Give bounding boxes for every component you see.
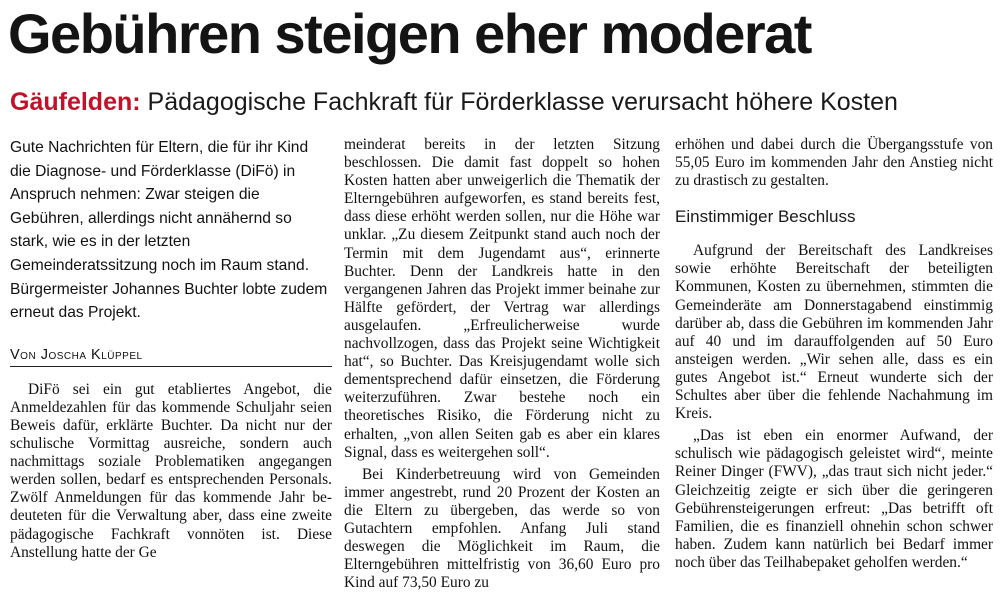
article-column-1: [10, 136, 332, 562]
body-paragraph: erhöhen und dabei durch die Übergangsstufe von 55,05 Euro im kommenden Jahr den Anstieg nicht zu drastisch zu gestalten.: [675, 136, 993, 190]
section-heading: Einstimmiger Beschluss: [675, 207, 856, 227]
body-paragraph: meinderat bereits in der letzten Sitzung beschlossen. Die damit fast doppelt so hohen Kosten hatten aber unweigerlich die Thematik der Elterngebühren aufgeworfen, es stand bereits fest, dass diese erhöht werden sollen, nur die Höhe war unklar. „Zu diesem Zeitpunkt stand auch noch der Termin mit dem Jugendamt aus“, erinnerte Buchter. Denn der Landkreis hatte in den vergangenen Jahren das Projekt immer beinahe zur Hälfte gefördert, der Vertrag war allerdings ausgelaufen. „Erfreulicherweise wurde nachvollzogen, dass das Projekt seine Wichtigkeit hat“, so Buchter. Das Kreisjugendamt wolle sich dementsprechend dafür einsetzen, die Förderung weiterzuführen. Zwar bestehe noch ein theoretisches Risiko, die Förderung nicht zu erhalten, „von allen Seiten gab es aber ein klares Signal, dass es weitergehen soll“.: [344, 136, 660, 461]
body-paragraph: „Das ist eben ein enormer Aufwand, der schulisch wie pädagogisch geleistet wird“, meinte Reiner Dinger (FWV), „das traut sich nicht jeder.“ Gleichzeitig zeigte er sich über die geringeren Gebührensteigerungen erfreut: „Das betrifft oft Familien, die es finanziell ohnehin schon schwer haben. Zudem kann natürlich bei Bedarf immer noch über das Teilhabepaket geholfen werden.“: [675, 427, 993, 571]
headline: Gebühren steigen eher moderat: [8, 2, 811, 65]
article-column-2: [344, 136, 660, 592]
lead-paragraph: Gute Nachrichten für Eltern, die für ihr Kind die Diagnose- und Förderklasse (DiFö) in Anspruch nehmen: Zwar steigen die Gebühren, allerdings nicht annähernd so stark, wie es in der letzten Gemeinderatssitzung noch im Raum stand. Bürgermeister Johannes Buchter lobte zudem erneut das Projekt.: [10, 139, 328, 322]
body-paragraph: Aufgrund der Bereitschaft des Landkreises sowie erhöhte Bereitschaft der beteiligten Kommunen, Kosten zu übernehmen, stimmten die Gemeinderäte am Donnerstagabend einstimmig darüber ab, dass die Gebühren im kommenden Jahr auf 40 und im darauffolgenden auf 50 Euro ansteigen werden. „Wir sehen alle, dass es ein gutes Angebot ist.“ Erneut wunderte sich der Schultes aber über die fehlende Nachahmung im Kreis.: [675, 242, 993, 423]
subheadline-text: Pädagogische Fachkraft für Förderklasse verursacht höhere Kosten: [147, 88, 898, 116]
article-column-3: [675, 136, 993, 572]
body-paragraph: DiFö sei ein gut etabliertes Angebot, die Anmeldezahlen für das kommende Schuljahr seien Beweis dafür, erklärte Buchter. Da nicht nur der schulische Vormittag ausreiche, sondern auch nachmittags soziale Problematiken angegangen werden sollen, bedarf es entsprechenden Personals. Zwölf Anmeldungen für das kommende Jahr bedeuteten für die Verwaltung aber, dass eine zweite pädagogische Fachkraft vonnöten ist. Diese Anstellung hatte der Ge: [10, 380, 332, 561]
byline: Von Joscha Klüppel: [10, 347, 332, 367]
body-paragraph: Bei Kinderbetreuung wird von Gemeinden immer angestrebt, rund 20 Prozent der Kosten an die Eltern zu übergeben, das werde so von Gutachtern empfohlen. Anfang Juli stand deswegen die Möglichkeit im Raum, die Elterngebühren mittelfristig von 36,60 Euro pro Kind auf 73,50 Euro zu: [344, 465, 660, 592]
subheadline-place: Gäufelden:: [10, 88, 141, 116]
subheadline: [10, 86, 898, 118]
